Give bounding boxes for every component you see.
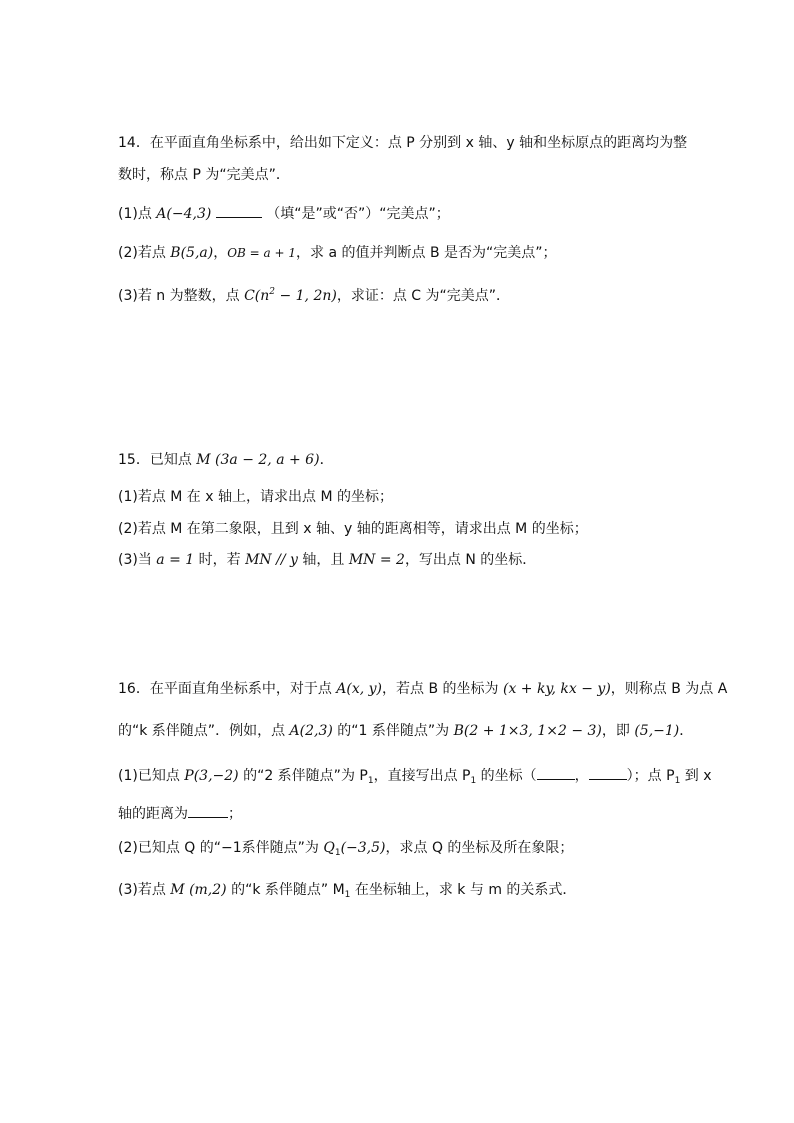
q16-part2-sub: 1 — [334, 848, 341, 858]
q15-part3 — [118, 553, 536, 567]
q16-part1-distance-blank[interactable] — [188, 804, 228, 818]
q14-part3-text: ，求证：点 C 为“完美点”． — [336, 288, 511, 304]
q16-example-point-b: B(2 + 1×3, 1×2 − 3) — [453, 723, 602, 739]
q14-part3-point-post: − 1, 2n) — [275, 288, 337, 304]
q16-part1-sub1: 1 — [367, 776, 374, 786]
q16-stem-text1: 16．在平面直角坐标系中，对于点 — [118, 681, 337, 697]
q15-part2: (2)若点 M 在第二象限，且到 x 轴、y 轴的距离相等，请求出点 M 的坐标； — [118, 521, 588, 537]
q15-stem — [118, 453, 334, 467]
q14-part2-condition: OB = a + 1 — [227, 246, 297, 260]
q16-stem-point-a: A(x, y) — [336, 681, 383, 697]
q16-part2-text2: ，求点 Q 的坐标及所在象限； — [385, 840, 574, 856]
q16-part1-line1 — [118, 766, 712, 786]
q15-part3-text2: 轴，且 — [297, 552, 349, 568]
q16-example-point-a: A(2,3) — [289, 723, 333, 739]
q14-part2-label: (2)若点 — [118, 245, 171, 261]
q16-stem-line1 — [118, 682, 727, 696]
q15-stem-end: ． — [319, 452, 334, 468]
q14-part1 — [118, 204, 450, 221]
q16-part1-text2: ，直接写出点 P — [373, 768, 471, 784]
q16-part1-sub2: 1 — [470, 776, 477, 786]
q15-part3-condition3: MN = 2 — [348, 552, 405, 568]
q16-stem-line2 — [118, 724, 693, 738]
q14-part1-text: （填“是”或“否”）“完美点”； — [266, 206, 450, 222]
q14-stem-line1: 14．在平面直角坐标系中，给出如下定义：点 P 分别到 x 轴、y 轴和坐标原点的距离均为整 — [118, 135, 688, 151]
q16-part2-text1: (2)已知点 Q 的“−1系伴随点”为 — [118, 840, 324, 856]
q16-stem-point-b: (x + ky, kx − y) — [502, 681, 611, 697]
q15-part1: (1)若点 M 在 x 轴上，请求出点 M 的坐标； — [118, 489, 393, 505]
q15-part3-label: (3)当 — [118, 552, 157, 568]
q15-stem-label: 15．已知点 — [118, 452, 197, 468]
q16-part1-point: P(3,−2) — [184, 768, 239, 784]
q16-part1-line2 — [118, 804, 242, 821]
q14-part1-point: A(−4,3) — [156, 206, 212, 222]
q15-stem-point: M (3a − 2, a + 6) — [196, 452, 320, 468]
q16-part1-distance-end: ； — [228, 806, 242, 822]
q16-example-text1: 的“k 系伴随点”．例如，点 — [118, 723, 290, 739]
q16-part3-text2: 在坐标轴上，求 k 与 m 的关系式． — [350, 882, 577, 898]
q16-example-end: ． — [679, 723, 694, 739]
q16-part1-sub3: 1 — [674, 776, 681, 786]
q16-part1-comma: ， — [574, 768, 589, 784]
q16-part1-text1: 的“2 系伴随点”为 P — [238, 768, 368, 784]
q16-part1-x-blank[interactable] — [537, 766, 575, 780]
q16-part1-label: (1)已知点 — [118, 768, 185, 784]
q16-part2-point-name: Q — [323, 840, 335, 856]
q16-part1-text4: ）；点 P — [626, 768, 675, 784]
q14-part3-label: (3)若 n 为整数，点 — [118, 288, 245, 304]
q16-example-result: (5,−1) — [634, 723, 680, 739]
q16-part3-text1: 的“k 系伴随点” M — [226, 882, 345, 898]
q14-part3 — [118, 288, 510, 303]
q16-part2-point-coords: (−3,5) — [340, 840, 386, 856]
q16-example-text3: ，即 — [601, 723, 635, 739]
q16-stem-text3: ，则称点 B 为点 A — [610, 681, 728, 697]
q14-part3-point-exponent: 2 — [269, 287, 275, 297]
q14-part3-point-pre: C(n — [244, 288, 270, 304]
q16-part1-distance-label: 轴的距离为 — [118, 806, 188, 822]
q16-part1-y-blank[interactable] — [589, 766, 627, 780]
q14-part2-sep: ， — [213, 245, 228, 261]
q16-part2 — [118, 841, 573, 858]
q15-part3-text1: 时，若 — [194, 552, 246, 568]
q14-part1-answer-blank[interactable] — [216, 204, 262, 218]
q15-part3-condition1: a = 1 — [156, 552, 195, 568]
q14-part2-point: B(5,a) — [170, 245, 214, 261]
q16-example-text2: 的“1 系伴随点”为 — [332, 723, 454, 739]
q15-part3-text3: ，写出点 N 的坐标． — [404, 552, 537, 568]
q14-part2 — [118, 246, 557, 260]
q16-part1-text3: 的坐标（ — [476, 768, 537, 784]
q14-part2-text: ，求 a 的值并判断点 B 是否为“完美点”； — [296, 245, 557, 261]
q16-stem-text2: ，若点 B 的坐标为 — [382, 681, 503, 697]
q16-part3-sub: 1 — [344, 890, 351, 900]
q14-part1-label: (1)点 — [118, 206, 157, 222]
q16-part3-label: (3)若点 — [118, 882, 171, 898]
q15-part3-condition2: MN // y — [245, 552, 298, 568]
q16-part3 — [118, 883, 576, 900]
q16-part1-text5: 到 x — [680, 768, 712, 784]
q14-stem-line2: 数时，称点 P 为“完美点”． — [118, 167, 290, 183]
q16-part3-point: M (m,2) — [170, 882, 227, 898]
